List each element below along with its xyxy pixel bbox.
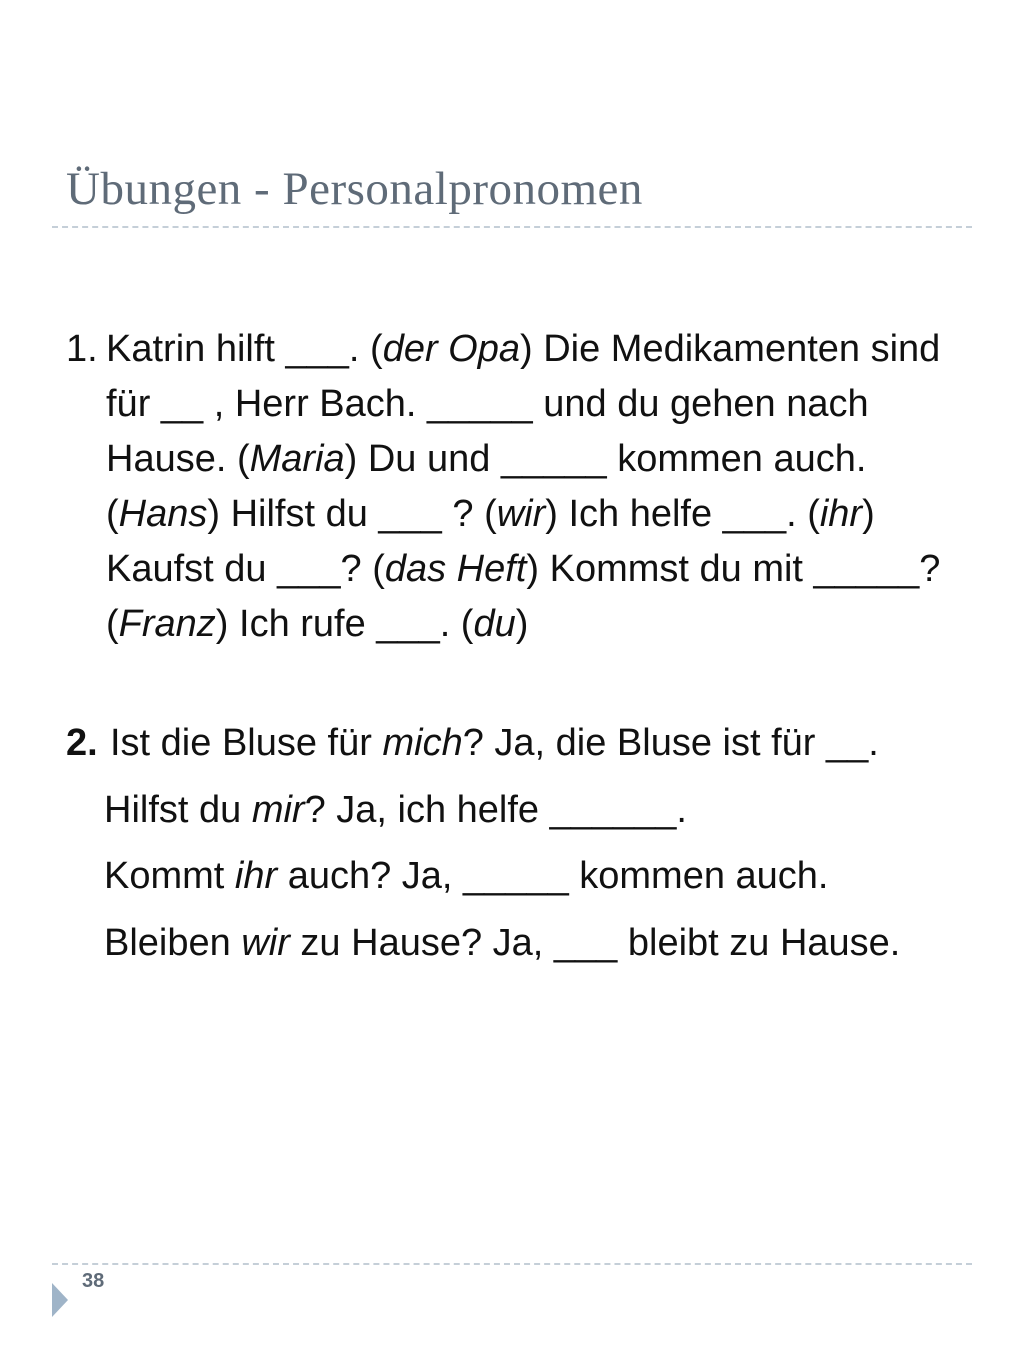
line-pronoun: mir	[251, 789, 305, 831]
line-text: ? Ja, die Bluse ist für __.	[462, 722, 879, 764]
exercise-1-cue: ihr	[819, 493, 863, 535]
exercise-1-cue: Hans	[118, 493, 208, 535]
exercise-1-cue: du	[473, 603, 516, 645]
line-text: Kommt	[104, 855, 235, 897]
line-pronoun: ihr	[234, 855, 278, 897]
exercise-1-segment: ) Kommst du mit _____? (	[106, 548, 941, 645]
exercise-1-segment: ) Kaufst du ___? (	[106, 493, 875, 590]
line-text: auch? Ja, _____ kommen auch.	[277, 855, 829, 897]
slide-title: Übungen - Personalpronomen	[66, 163, 643, 215]
exercise-1-number: 1.	[66, 328, 98, 370]
line-pronoun: wir	[241, 922, 290, 964]
exercise-1-segment: ) Ich helfe ___. (	[545, 493, 820, 535]
title-divider	[52, 226, 972, 228]
exercise-1-cue: das Heft	[384, 548, 527, 590]
triangle-right-icon	[52, 1283, 68, 1317]
exercise-2-number: 2.	[66, 722, 98, 764]
exercise-1	[66, 322, 946, 652]
exercise-1-segment: ) Hilfst du ___ ? (	[207, 493, 497, 535]
exercise-1-cue: Franz	[118, 603, 216, 645]
exercise-1-cue: wir	[496, 493, 546, 535]
line-text: Ist die Bluse für	[110, 722, 383, 764]
exercise-1-segment: ) Die Medikamenten sind für __ , Herr Bach. _____ und du gehen nach Hause. (	[106, 328, 941, 480]
line-text: Hilfst du	[104, 789, 252, 831]
exercise-2-line-1	[110, 722, 879, 765]
exercise-2-line-3	[104, 855, 829, 898]
line-text: ? Ja, ich helfe ______.	[304, 789, 687, 831]
exercise-1-cue: Maria	[249, 438, 345, 480]
exercise-1-text	[106, 322, 946, 652]
exercise-1-cue: der Opa	[382, 328, 520, 370]
footer-divider	[52, 1263, 972, 1265]
line-pronoun: mich	[382, 722, 463, 764]
line-text: zu Hause? Ja, ___ bleibt zu Hause.	[289, 922, 901, 964]
exercise-1-segment: )	[515, 603, 529, 645]
page-number: 38	[82, 1270, 105, 1292]
exercise-1-segment: ) Du und _____ kommen auch. (	[106, 438, 867, 535]
exercise-2-line-4	[104, 922, 900, 965]
exercise-1-segment: ) Ich rufe ___. (	[215, 603, 474, 645]
exercise-2-line-2	[104, 789, 687, 832]
line-text: Bleiben	[104, 922, 242, 964]
exercise-1-segment: Katrin hilft ___. (	[106, 328, 383, 370]
